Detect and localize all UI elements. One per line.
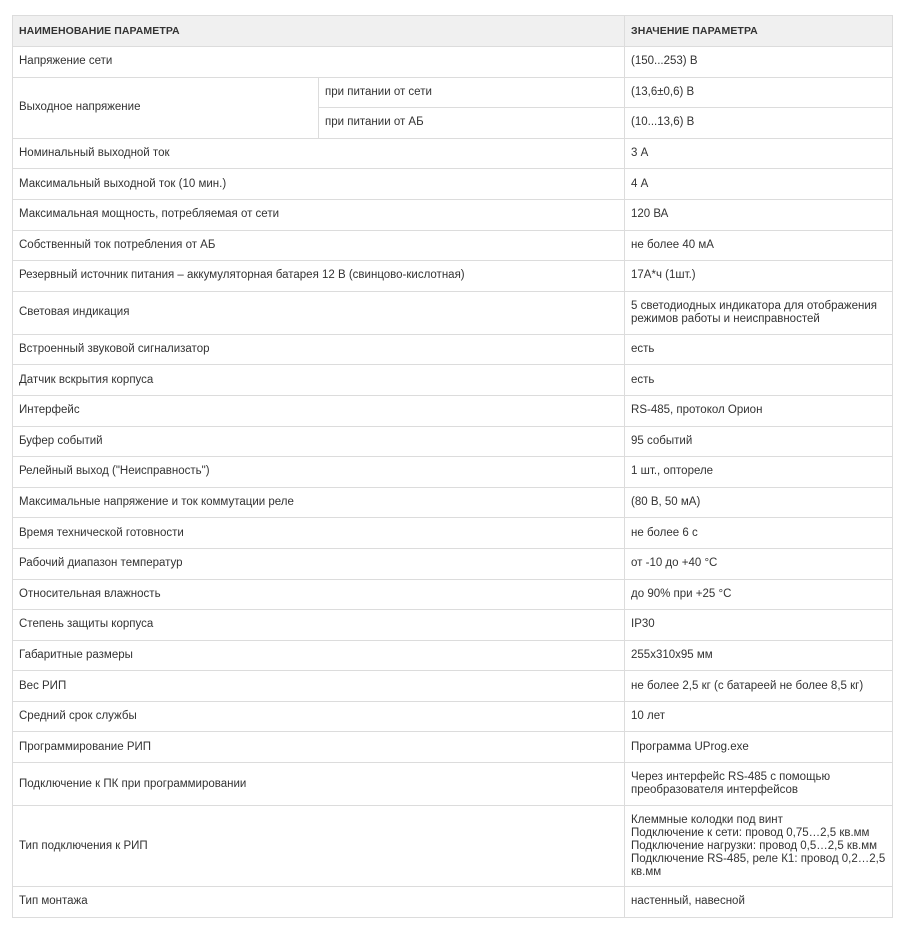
table-row [13,518,893,549]
table-row [13,640,893,671]
header-value: ЗНАЧЕНИЕ ПАРАМЕТРА [625,16,893,47]
param-value: 10 лет [625,701,893,732]
param-name: Вес РИП [13,671,625,702]
table-row [13,579,893,610]
param-name: Датчик вскрытия корпуса [13,365,625,396]
param-value: (150...253) В [625,47,893,78]
param-name: Собственный ток потребления от АБ [13,230,625,261]
param-value: (80 В, 50 мА) [625,487,893,518]
table-row [13,395,893,426]
table-row [13,138,893,169]
param-value: 5 светодиодных индикатора для отображения режимов работы и неисправностей [625,291,893,334]
param-name: Средний срок службы [13,701,625,732]
table-row [13,365,893,396]
param-name: Выходное напряжение [13,77,319,138]
param-name: Тип монтажа [13,887,625,918]
table-header-row [13,16,893,47]
param-name: Максимальные напряжение и ток коммутации реле [13,487,625,518]
param-name: Релейный выход ("Неисправность") [13,457,625,488]
param-name: Тип подключения к РИП [13,806,625,887]
table-row [13,47,893,78]
table-row [13,334,893,365]
table-row [13,610,893,641]
param-value: (10...13,6) В [625,108,893,139]
param-value: 95 событий [625,426,893,457]
param-value: не более 6 с [625,518,893,549]
param-name: Максимальный выходной ток (10 мин.) [13,169,625,200]
param-name: Степень защиты корпуса [13,610,625,641]
param-value: есть [625,334,893,365]
param-name: Максимальная мощность, потребляемая от сети [13,199,625,230]
param-value: 1 шт., оптореле [625,457,893,488]
table-row [13,806,893,887]
param-value: RS-485, протокол Орион [625,395,893,426]
param-name: Резервный источник питания – аккумуляторная батарея 12 В (свинцово-кислотная) [13,261,625,292]
param-value: 4 А [625,169,893,200]
param-value: от -10 до +40 °С [625,548,893,579]
param-value: настенный, навесной [625,887,893,918]
param-name: Световая индикация [13,291,625,334]
table-row [13,887,893,918]
param-name: Буфер событий [13,426,625,457]
table-row [13,426,893,457]
param-subname: при питании от сети [319,77,625,108]
param-value: не более 40 мА [625,230,893,261]
param-value: Через интерфейс RS-485 с помощью преобразователя интерфейсов [625,763,893,806]
param-value: 17А*ч (1шт.) [625,261,893,292]
param-value: 120 ВА [625,199,893,230]
specs-table-container [12,15,892,918]
table-row [13,732,893,763]
param-value: не более 2,5 кг (с батареей не более 8,5 кг) [625,671,893,702]
param-value: Программа UProg.exe [625,732,893,763]
table-row [13,77,893,108]
param-name: Встроенный звуковой сигнализатор [13,334,625,365]
specs-table [12,15,893,918]
table-row [13,548,893,579]
param-name: Интерфейс [13,395,625,426]
table-row [13,169,893,200]
param-name: Габаритные размеры [13,640,625,671]
table-row [13,199,893,230]
param-name: Время технической готовности [13,518,625,549]
param-value: до 90% при +25 °С [625,579,893,610]
table-row [13,701,893,732]
table-row [13,230,893,261]
table-row [13,763,893,806]
param-value: есть [625,365,893,396]
table-row [13,457,893,488]
table-row [13,487,893,518]
table-row [13,291,893,334]
param-value: (13,6±0,6) В [625,77,893,108]
param-subname: при питании от АБ [319,108,625,139]
param-value: Клеммные колодки под винт Подключение к сети: провод 0,75…2,5 кв.мм Подключение нагрузки: провод 0,5…2,5 кв.мм Подключение RS-485, реле К1: провод 0,2…2,5 кв.мм [625,806,893,887]
header-param: НАИМЕНОВАНИЕ ПАРАМЕТРА [13,16,625,47]
table-row [13,261,893,292]
param-name: Относительная влажность [13,579,625,610]
param-name: Подключение к ПК при программировании [13,763,625,806]
param-value: 3 А [625,138,893,169]
param-value: 255х310х95 мм [625,640,893,671]
param-name: Программирование РИП [13,732,625,763]
param-name: Рабочий диапазон температур [13,548,625,579]
table-row [13,671,893,702]
param-name: Номинальный выходной ток [13,138,625,169]
param-value: IP30 [625,610,893,641]
param-name: Напряжение сети [13,47,625,78]
